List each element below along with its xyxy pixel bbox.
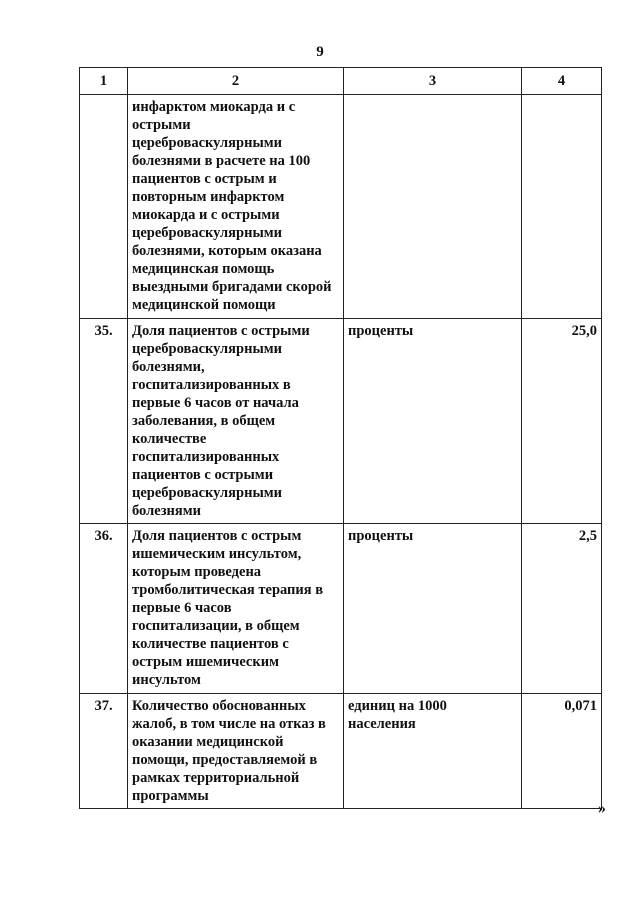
table-row [80, 524, 602, 694]
table-row [80, 319, 602, 524]
indicator-text: Количество обоснованных жалоб, в том числе на отказ в оказании медицинской помощи, предоставляемой в рамках территориальной программы [128, 694, 344, 809]
column-header-4: 4 [522, 68, 602, 95]
indicator-text: инфарктом миокарда и с острыми цереброваскулярными болезнями в расчете на 100 пациентов с острым и повторным инфарктом миокарда и с острыми цереброваскулярными болезнями, которым оказана медицинская помощь выездными бригадами скорой медицинской помощи [128, 95, 344, 319]
unit-text: проценты [344, 524, 522, 694]
closing-quote-mark: » [598, 800, 606, 817]
value-text: 2,5 [522, 524, 602, 694]
unit-text: проценты [344, 319, 522, 524]
row-number: 35. [80, 319, 128, 524]
column-header-1: 1 [80, 68, 128, 95]
table-row [80, 694, 602, 809]
table-header-row [80, 68, 602, 95]
value-text: 0,071 [522, 694, 602, 809]
column-header-2: 2 [128, 68, 344, 95]
value-text [522, 95, 602, 319]
page-number: 9 [316, 44, 324, 60]
unit-text: единиц на 1000 населения [344, 694, 522, 809]
row-number: 37. [80, 694, 128, 809]
indicators-table [79, 67, 602, 809]
row-number [80, 95, 128, 319]
unit-text [344, 95, 522, 319]
indicator-text: Доля пациентов с острыми цереброваскулярными болезнями, госпитализированных в первые 6 часов от начала заболевания, в общем количестве госпитализированных пациентов с острыми цереброваскулярными болезнями [128, 319, 344, 524]
column-header-3: 3 [344, 68, 522, 95]
value-text: 25,0 [522, 319, 602, 524]
table-row [80, 95, 602, 319]
row-number: 36. [80, 524, 128, 694]
indicator-text: Доля пациентов с острым ишемическим инсультом, которым проведена тромболитическая терапия в первые 6 часов госпитализации, в общем количестве пациентов с острым ишемическим инсультом [128, 524, 344, 694]
